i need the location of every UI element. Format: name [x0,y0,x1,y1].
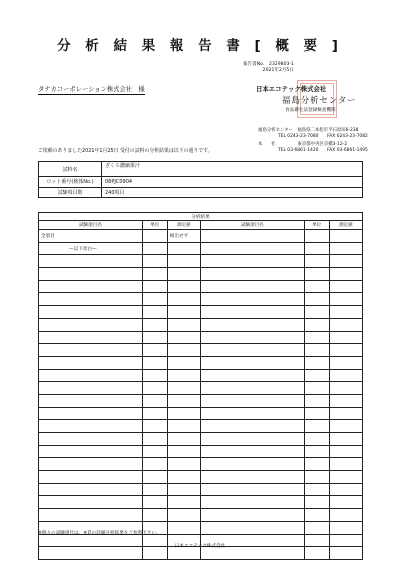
empty-cell [39,483,143,496]
empty-cell [329,268,362,281]
report-number: 報告書No. 2329803-1 [242,62,294,67]
issuer-address-1: 福島分析センター 福島県二本松市平石原田6-238 [258,128,359,133]
empty-cell [329,293,362,306]
empty-table-row [39,344,363,357]
empty-cell [39,293,143,306]
empty-cell [167,318,200,331]
empty-cell [167,483,200,496]
unit-cell [142,242,167,255]
empty-cell [200,394,304,407]
empty-cell [200,496,304,509]
measured-value [329,242,362,255]
empty-cell [200,280,304,293]
empty-cell [142,280,167,293]
empty-cell [39,268,143,281]
empty-cell [39,458,143,471]
empty-cell [200,331,304,344]
empty-cell [167,369,200,382]
empty-cell [329,306,362,319]
empty-cell [142,293,167,306]
empty-cell [200,445,304,458]
footnote: ※個々の試験項目は、※頁の詳細分析結果をご参照下さい。 [38,531,161,536]
empty-cell [142,382,167,395]
empty-cell [304,483,329,496]
empty-cell [142,471,167,484]
empty-cell [329,280,362,293]
empty-cell [329,420,362,433]
column-header: 測定値 [167,221,200,230]
empty-cell [167,420,200,433]
empty-cell [304,318,329,331]
empty-cell [304,433,329,446]
empty-table-row [39,420,363,433]
empty-cell [167,344,200,357]
sample-info-label: 試験項目数 [39,187,102,198]
empty-cell [304,407,329,420]
issuer-company: 日本エコテック株式会社 [256,85,327,93]
empty-cell [39,509,143,522]
empty-cell [304,382,329,395]
empty-cell [200,509,304,522]
test-item-name [200,242,304,255]
empty-cell [304,521,329,534]
empty-cell [304,331,329,344]
empty-cell [39,445,143,458]
empty-table-row [39,369,363,382]
empty-cell [39,496,143,509]
empty-cell [304,471,329,484]
sample-info-value: 240項目 [102,187,363,198]
issuer-center: 福島分析センター [282,95,357,105]
empty-cell [304,293,329,306]
issuer-address-2: TEL 0243-23-7080 FAX 0243-23-7082 [278,134,368,139]
empty-cell [329,521,362,534]
empty-cell [200,407,304,420]
empty-cell [142,458,167,471]
empty-cell [329,318,362,331]
empty-cell [142,445,167,458]
empty-cell [142,394,167,407]
unit-cell [142,230,167,243]
empty-cell [39,471,143,484]
empty-cell [142,331,167,344]
empty-cell [329,483,362,496]
empty-cell [304,268,329,281]
results-header-row [39,221,363,230]
empty-table-row [39,445,363,458]
empty-cell [142,268,167,281]
footer-company: 日本エコテック株式会社 [174,544,226,549]
issuer-address-3: 本 社 東京都中央区京橋3-12-2 [258,142,347,147]
empty-cell [167,509,200,522]
empty-cell [167,255,200,268]
empty-cell [142,407,167,420]
empty-cell [304,394,329,407]
empty-cell [200,458,304,471]
empty-cell [39,344,143,357]
empty-cell [329,433,362,446]
empty-cell [329,496,362,509]
empty-cell [304,356,329,369]
empty-cell [39,407,143,420]
empty-cell [39,420,143,433]
empty-cell [167,445,200,458]
measured-value [167,242,200,255]
empty-cell [142,344,167,357]
empty-cell [200,318,304,331]
empty-cell [329,255,362,268]
test-item-name [200,230,304,243]
empty-cell [167,521,200,534]
empty-cell [39,318,143,331]
empty-table-row [39,306,363,319]
empty-cell [39,369,143,382]
sample-info-table [38,161,363,198]
empty-cell [329,509,362,522]
empty-cell [329,356,362,369]
sample-info-label: ロット番号(検体No.) [39,177,102,188]
empty-cell [39,306,143,319]
table-row [39,242,363,255]
column-header: 単位 [304,221,329,230]
unit-cell [304,242,329,255]
empty-table-row [39,458,363,471]
sample-info-label: 試料名 [39,162,102,177]
empty-cell [200,471,304,484]
empty-cell [329,331,362,344]
empty-table-row [39,471,363,484]
empty-cell [142,356,167,369]
empty-cell [304,344,329,357]
empty-table-row [39,407,363,420]
column-header: 測定値 [329,221,362,230]
empty-cell [39,382,143,395]
column-header: 試験項目名 [200,221,304,230]
sample-info-row [39,162,363,177]
empty-cell [304,496,329,509]
results-section-title: 分析結果 [39,213,363,221]
empty-cell [200,255,304,268]
column-header: 単位 [142,221,167,230]
unit-cell [304,230,329,243]
empty-cell [200,344,304,357]
empty-cell [200,433,304,446]
empty-cell [200,420,304,433]
sample-info-value: ざくろ濃縮果汁 [102,162,363,177]
empty-cell [304,306,329,319]
empty-cell [142,255,167,268]
sample-info-value: 08PJC0904 [102,177,363,188]
empty-cell [167,433,200,446]
empty-cell [167,280,200,293]
test-item-name: 全項目 [39,230,143,243]
table-row [39,230,363,243]
empty-table-row [39,255,363,268]
empty-cell [329,394,362,407]
empty-table-row [39,356,363,369]
empty-table-row [39,496,363,509]
empty-cell [329,471,362,484]
empty-cell [142,433,167,446]
empty-cell [142,369,167,382]
sample-info-row [39,177,363,188]
empty-cell [39,280,143,293]
issuer-address-4: TEL 03-6861-1420 FAX 03-6861-1495 [278,148,368,153]
empty-table-row [39,268,363,281]
report-date: 2021年2月5日 [262,68,294,73]
sample-info-row [39,187,363,198]
empty-cell [167,382,200,395]
empty-cell [142,306,167,319]
empty-cell [167,394,200,407]
measured-value: 検出せず [167,230,200,243]
empty-cell [329,407,362,420]
empty-cell [200,483,304,496]
empty-cell [200,521,304,534]
empty-cell [167,293,200,306]
empty-cell [329,369,362,382]
empty-cell [39,394,143,407]
empty-cell [142,509,167,522]
empty-table-row [39,433,363,446]
empty-cell [142,318,167,331]
empty-cell [39,356,143,369]
empty-cell [142,496,167,509]
empty-table-row [39,394,363,407]
empty-cell [200,356,304,369]
empty-cell [329,445,362,458]
client-name: タナカコーポレーション株式会社 様 [38,86,145,93]
empty-cell [200,306,304,319]
empty-table-row [39,293,363,306]
empty-cell [167,356,200,369]
empty-cell [167,268,200,281]
empty-cell [39,433,143,446]
empty-cell [304,255,329,268]
intro-text: ご依頼のありました2021年1月25日 受付の試料の分析結果は以下の通りです。 [38,148,213,154]
empty-table-row [39,509,363,522]
empty-cell [304,420,329,433]
empty-cell [39,255,143,268]
empty-table-row [39,483,363,496]
empty-cell [167,331,200,344]
empty-cell [200,382,304,395]
empty-table-row [39,280,363,293]
empty-cell [142,420,167,433]
empty-cell [167,407,200,420]
column-header: 試験項目名 [39,221,143,230]
empty-cell [304,369,329,382]
report-title: 分 析 結 果 報 告 書 [ 概 要 ] [57,38,343,54]
empty-cell [167,471,200,484]
empty-cell [167,458,200,471]
empty-cell [329,382,362,395]
issuer-registration: 食品衛生法登録検査機関 [285,108,336,113]
empty-cell [142,483,167,496]
test-item-name: ―以下余白― [39,242,143,255]
empty-cell [329,458,362,471]
empty-cell [200,268,304,281]
empty-cell [304,445,329,458]
empty-cell [304,509,329,522]
empty-cell [200,369,304,382]
empty-cell [304,280,329,293]
empty-cell [167,496,200,509]
empty-table-row [39,382,363,395]
empty-cell [329,344,362,357]
measured-value [329,230,362,243]
empty-cell [167,306,200,319]
empty-table-row [39,318,363,331]
results-table [38,212,363,560]
empty-cell [304,458,329,471]
empty-cell [39,331,143,344]
empty-table-row [39,331,363,344]
empty-cell [200,293,304,306]
